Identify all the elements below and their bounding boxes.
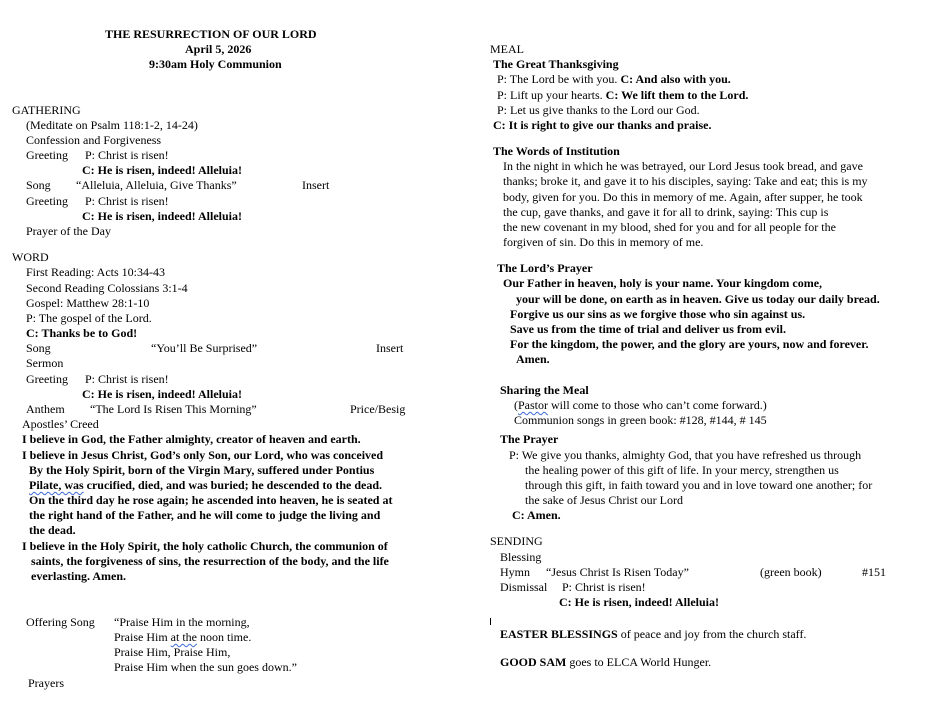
prayer-line: P: We give you thanks, almighty God, that you have refreshed us through	[509, 448, 862, 462]
creed-line	[29, 478, 382, 493]
dismissal-congregation-line: C: He is risen, indeed! Alleluia!	[559, 595, 719, 609]
greeting-pastor-line: P: Christ is risen!	[85, 372, 169, 386]
prayer-of-the-day: Prayer of the Day	[26, 224, 111, 238]
creed-line: the dead.	[29, 523, 76, 537]
announcement-text: goes to ELCA World Hunger.	[566, 655, 712, 669]
service-time: 9:30am Holy Communion	[149, 57, 282, 71]
prayer-line: the sake of Jesus Christ our Lord	[525, 493, 683, 507]
anthem-title: “The Lord Is Risen This Morning”	[90, 402, 257, 416]
first-reading: First Reading: Acts 10:34-43	[26, 265, 165, 279]
lords-prayer-line: your will be done, on earth as in heaven. Give us today our daily bread.	[516, 292, 880, 306]
service-date: April 5, 2026	[185, 42, 252, 56]
institution-line: In the night in which he was betrayed, our Lord Jesus took bread, and gave	[503, 159, 863, 173]
lords-prayer-line: For the kingdom, the power, and the glory are yours, now and forever.	[510, 337, 869, 351]
prayer-line: the healing power of this gift of life. In your mercy, strengthen us	[525, 463, 839, 477]
greeting-congregation-line: C: He is risen, indeed! Alleluia!	[82, 209, 242, 223]
lords-prayer-line: Save us from the time of trial and deliver us from evil.	[510, 322, 786, 336]
offering-song-label: Offering Song	[26, 615, 95, 629]
song-source: Insert	[376, 341, 404, 355]
prayer-amen: C: Amen.	[512, 508, 561, 522]
prayers: Prayers	[28, 676, 64, 690]
congregation-part: C: And also with you.	[620, 72, 731, 86]
greeting-label: Greeting	[26, 372, 68, 386]
hymn-label: Hymn	[500, 565, 530, 579]
prayer-line: through this gift, in faith toward you and in love toward one another; for	[525, 478, 873, 492]
lords-prayer-line: Our Father in heaven, holy is your name. Your kingdom come,	[503, 276, 823, 290]
offering-song-line	[114, 630, 251, 645]
announcement-lead: GOOD SAM	[500, 655, 567, 669]
song-title: “Alleluia, Alleluia, Give Thanks”	[76, 178, 237, 192]
creed-line-rest: crucified, died, and was buried; he descended to the dead.	[83, 478, 383, 492]
flagged-word: Pastor	[518, 398, 548, 412]
easter-blessings-announcement	[500, 627, 806, 642]
creed-line: By the Holy Spirit, born of the Virgin Mary, suffered under Pontius	[29, 463, 375, 477]
greeting-pastor-line: P: Christ is risen!	[85, 194, 169, 208]
greeting-pastor-line: P: Christ is risen!	[85, 148, 169, 162]
gathering-heading: GATHERING	[12, 103, 81, 117]
lords-prayer-line: Amen.	[516, 352, 550, 366]
creed-line: everlasting. Amen.	[31, 569, 126, 583]
greeting-label: Greeting	[26, 194, 68, 208]
creed-line: the right hand of the Father, and he will come to judge the living and	[29, 508, 381, 522]
greeting-congregation-line: C: He is risen, indeed! Alleluia!	[82, 163, 242, 177]
offering-text: Praise Him	[114, 630, 171, 644]
word-heading: WORD	[12, 250, 49, 264]
greeting-congregation-line: C: He is risen, indeed! Alleluia!	[82, 387, 242, 401]
song-label: Song	[26, 341, 51, 355]
creed-line: On the third day he rose again; he ascended into heaven, he is seated at	[29, 493, 393, 507]
the-prayer-heading: The Prayer	[500, 432, 559, 446]
institution-line: the cup, gave thanks, and gave it for all to drink, saying: This cup is	[503, 205, 829, 219]
anthem-label: Anthem	[26, 402, 65, 416]
hymn-number: #151	[862, 565, 886, 579]
institution-line: thanks; broke it, and gave it to his disciples, saying: Take and eat; this is my	[503, 174, 868, 188]
gospel-pastor-line: P: The gospel of the Lord.	[26, 311, 152, 325]
hymn-title: “Jesus Christ Is Risen Today”	[546, 565, 689, 579]
offering-song-line: “Praise Him in the morning,	[114, 615, 250, 629]
offering-text-flagged: at the	[170, 630, 197, 644]
great-thanksgiving-heading: The Great Thanksgiving	[493, 57, 619, 71]
song-source: Insert	[302, 178, 330, 192]
congregation-part: C: We lift them to the Lord.	[605, 88, 749, 102]
anthem-composer: Price/Besig	[350, 402, 406, 416]
second-reading: Second Reading Colossians 3:1-4	[26, 281, 188, 295]
greeting-label: Greeting	[26, 148, 68, 162]
paren: (	[514, 398, 518, 412]
sharing-the-meal-heading: Sharing the Meal	[500, 383, 589, 397]
dismissal-pastor-line: P: Christ is risen!	[562, 580, 646, 594]
dialogue-line: C: It is right to give our thanks and praise.	[493, 118, 712, 132]
song-label: Song	[26, 178, 51, 192]
lords-prayer-line: Forgive us our sins as we forgive those who sin against us.	[510, 307, 806, 321]
offering-song-line: Praise Him, Praise Him,	[114, 645, 231, 659]
creed-line: I believe in Jesus Christ, God’s only Son, our Lord, who was conceived	[22, 448, 384, 462]
bulletin-title: THE RESURRECTION OF OUR LORD	[105, 27, 317, 41]
sharing-note	[514, 398, 767, 413]
words-of-institution-heading: The Words of Institution	[493, 144, 620, 158]
pastor-part: P: The Lord be with you.	[497, 72, 621, 86]
text-cursor-mark	[490, 618, 491, 625]
dialogue-line	[497, 88, 748, 103]
communion-songs: Communion songs in green book: #128, #144, # 145	[514, 413, 767, 427]
gospel-reading: Gospel: Matthew 28:1-10	[26, 296, 150, 310]
sharing-text: will come to those who can’t come forward.)	[548, 398, 767, 412]
pastor-part: P: Lift up your hearts.	[497, 88, 606, 102]
sermon: Sermon	[26, 356, 64, 370]
offering-text: noon time.	[197, 630, 252, 644]
hymn-book: (green book)	[760, 565, 822, 579]
gospel-congregation-line: C: Thanks be to God!	[26, 326, 138, 340]
creed-heading: Apostles’ Creed	[22, 417, 99, 431]
meal-heading: MEAL	[490, 42, 524, 56]
announcement-text: of peace and joy from the church staff.	[617, 627, 807, 641]
offering-song-line: Praise Him when the sun goes down.”	[114, 660, 297, 674]
institution-line: forgiven of sin. Do this in memory of me.	[503, 235, 704, 249]
dismissal-label: Dismissal	[500, 580, 548, 594]
creed-line: I believe in God, the Father almighty, creator of heaven and earth.	[22, 432, 361, 446]
announcement-lead: EASTER BLESSINGS	[500, 627, 618, 641]
dialogue-line: P: Let us give thanks to the Lord our God.	[497, 103, 700, 117]
dialogue-line	[497, 72, 731, 87]
institution-line: the new covenant in my blood, shed for you and for all people for the	[503, 220, 836, 234]
creed-line: I believe in the Holy Spirit, the holy catholic Church, the communion of	[22, 539, 388, 553]
song-title: “You’ll Be Surprised”	[151, 341, 258, 355]
sending-heading: SENDING	[490, 534, 543, 548]
creed-line: saints, the forgiveness of sins, the resurrection of the body, and the life	[31, 554, 389, 568]
institution-line: body, given for you. Do this in memory of me. Again, after supper, he took	[503, 190, 863, 204]
meditate-psalm: (Meditate on Psalm 118:1-2, 14-24)	[26, 118, 198, 132]
good-sam-announcement	[500, 655, 711, 670]
lords-prayer-heading: The Lord’s Prayer	[497, 261, 593, 275]
confession-forgiveness: Confession and Forgiveness	[26, 133, 162, 147]
blessing: Blessing	[500, 550, 542, 564]
creed-word-flagged: Pilate, was	[29, 478, 84, 492]
